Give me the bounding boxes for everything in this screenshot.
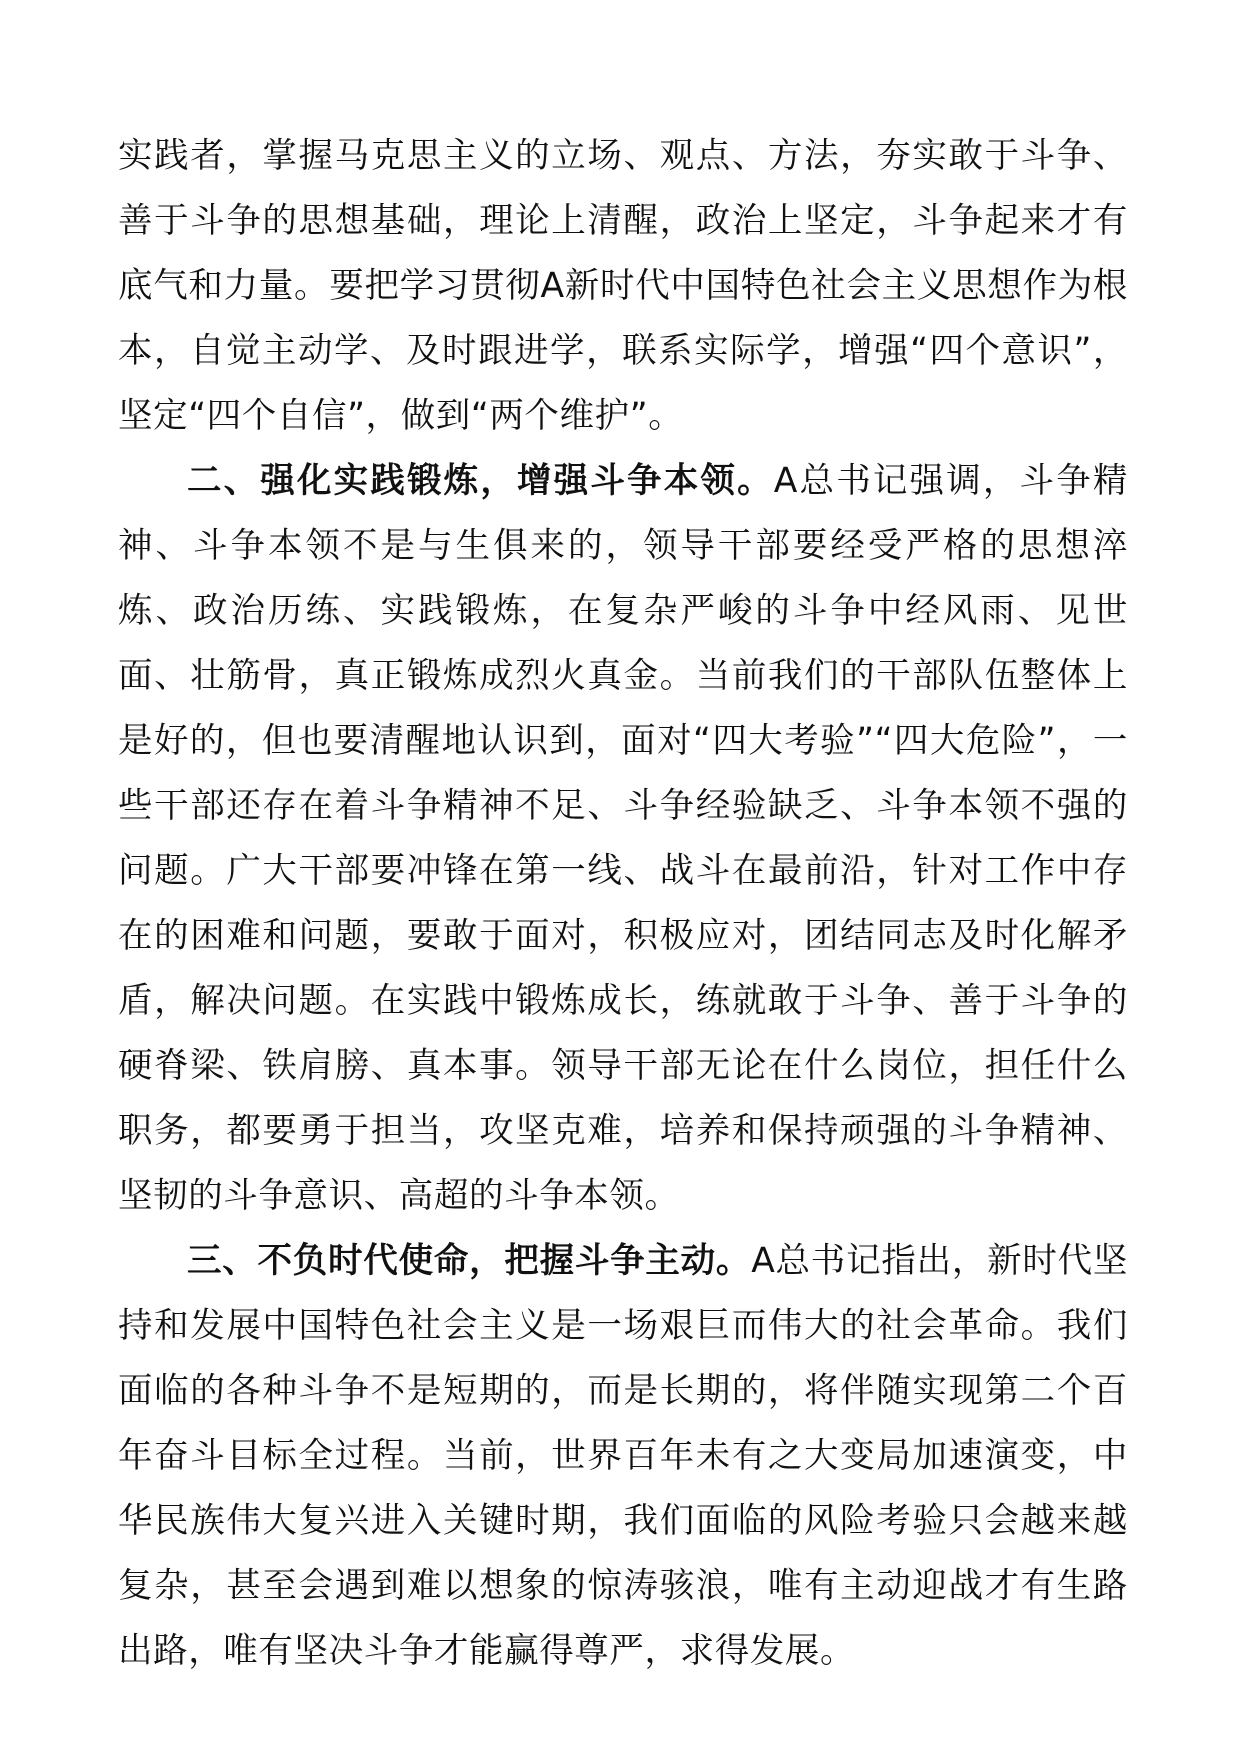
section-2-body: A总书记强调，斗争精神、斗争本领不是与生俱来的，领导干部要经受严格的思想淬炼、政治历练、实践锻炼，在复杂严峻的斗争中经风雨、见世面、壮筋骨，真正锻炼成烈火真金。当前我们的干部队伍整体上是好的，但也要清醒地认识到，面对“四大考验”“四大危险”，一些干部还存在着斗争精神不足、斗争经验缺乏、斗争本领不强的问题。广大干部要冲锋在第一线、战斗在最前沿，针对工作中存在的困难和问题，要敢于面对，积极应对，团结同志及时化解矛盾，解决问题。在实践中锻炼成长，练就敢于斗争、善于斗争的硬脊梁、铁肩膀、真本事。领导干部无论在什么岗位，担任什么职务，都要勇于担当，攻坚克难，培养和保持顽强的斗争精神、坚韧的斗争意识、高超的斗争本领。 xyxy=(118,461,1128,1216)
section-2-heading: 二、强化实践锻炼，增强斗争本领。 xyxy=(187,461,774,501)
section-3-paragraph xyxy=(118,1229,1128,1684)
paragraph-text: 实践者，掌握马克思主义的立场、观点、方法，夯实敢于斗争、善于斗争的思想基础，理论上清醒，政治上坚定，斗争起来才有底气和力量。要把学习贯彻A新时代中国特色社会主义思想作为根本，自觉主动学、及时跟进学，联系实际学，增强“四个意识”，坚定“四个自信”，做到“两个维护”。 xyxy=(118,136,1128,436)
section-2-paragraph xyxy=(118,449,1128,1229)
section-3-body: A总书记指出，新时代坚持和发展中国特色社会主义是一场艰巨而伟大的社会革命。我们面临的各种斗争不是短期的，而是长期的，将伴随实现第二个百年奋斗目标全过程。当前，世界百年未有之大变局加速演变，中华民族伟大复兴进入关键时期，我们面临的风险考验只会越来越复杂，甚至会遇到难以想象的惊涛骇浪，唯有主动迎战才有生路出路，唯有坚决斗争才能赢得尊严，求得发展。 xyxy=(118,1241,1128,1671)
paragraph-continuation xyxy=(118,124,1128,449)
document-page xyxy=(118,124,1128,1684)
section-3-heading: 三、不负时代使命，把握斗争主动。 xyxy=(187,1241,752,1281)
